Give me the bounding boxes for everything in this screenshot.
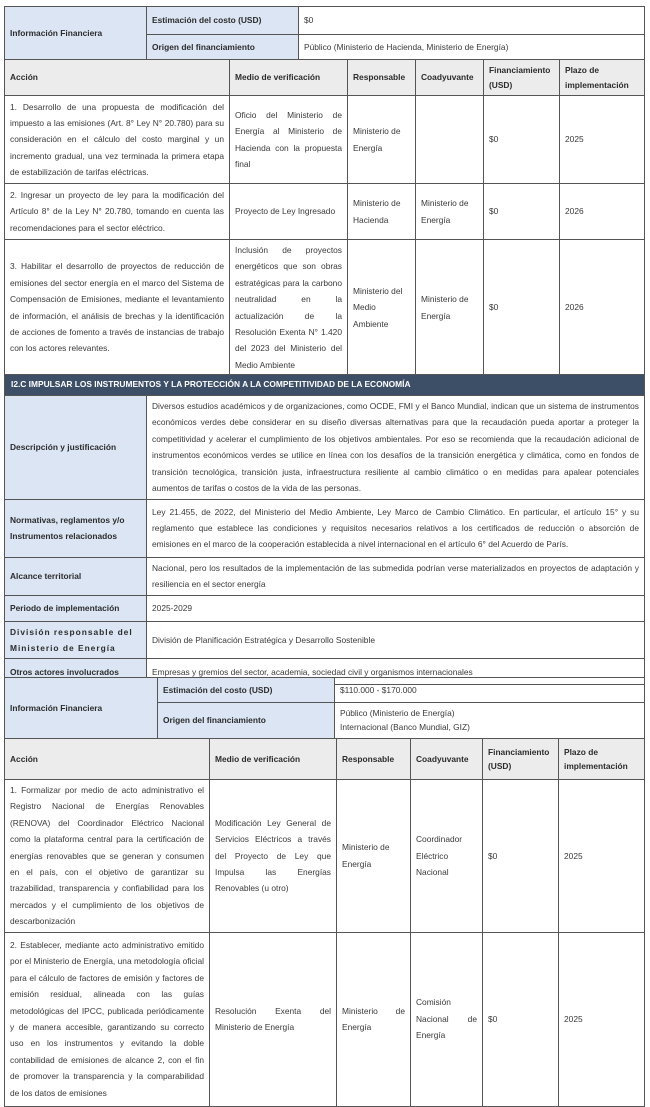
- col-financiamiento: Financiamiento (USD): [483, 739, 559, 780]
- header-row: [5, 739, 645, 780]
- col-responsable: Responsable: [348, 60, 416, 96]
- financiamiento-cell: $0: [484, 184, 560, 240]
- section-title: I2.C IMPULSAR LOS INSTRUMENTOS Y LA PROTECCIÓN A LA COMPETITIVIDAD DE LA ECONOMÍA: [5, 375, 645, 396]
- medio-cell: Inclusión de proyectos energéticos que son obras estratégicas para la carbono neutralidad en la actualización de la Resolución Exenta N° 1.420 del 2023 del Ministerio del Medio Ambiente: [230, 240, 348, 376]
- col-responsable: Responsable: [337, 739, 411, 780]
- plazo-cell: 2026: [560, 184, 645, 240]
- coadyuvante-cell: [416, 96, 484, 184]
- scope-value: Nacional, pero los resultados de la implementación de las submedida podrían verse materializados en proyectos de adaptación y resiliencia en el sector energía: [147, 557, 645, 595]
- origin-value: Público (Ministerio de Hacienda, Ministerio de Energía): [299, 35, 645, 60]
- accion-cell: 2. Ingresar un proyecto de ley para la modificación del Artículo 8° de la Ley N° 20.780, tomando en cuenta las recomendaciones para el sector eléctrico.: [5, 184, 230, 240]
- responsable-cell: Ministerio de Energía: [348, 96, 416, 184]
- coadyuvante-cell: Ministerio de Energía: [416, 184, 484, 240]
- cost-label: Estimación del costo (USD): [147, 7, 299, 35]
- scope-label: Alcance territorial: [5, 557, 147, 595]
- origin-value-public: Público (Ministerio de Energía): [340, 708, 455, 719]
- col-plazo: Plazo de implementación: [559, 739, 645, 780]
- actors-value: Empresas y gremios del sector, academia, sociedad civil y organismos internacionales: [147, 659, 645, 685]
- accion-cell: 1. Formalizar por medio de acto administrativo el Registro Nacional de Energías Renovables (RENOVA) del Coordinador Eléctrico Nacional como la plataforma central para la certificación de energías renovables que se generan y consumen en el país, con el objetivo de garantizar su trazabilidad, transparencia y confiabilidad para los mercados y el cumplimiento de los objetivos de descarbonización: [5, 780, 210, 933]
- plazo-cell: 2025: [560, 96, 645, 184]
- col-medio: Medio de verificación: [210, 739, 337, 780]
- accion-cell: 2. Establecer, mediante acto administrativo emitido por el Ministerio de Energía, una metodología oficial para el cálculo de factores de emisión y factores de emisión residual, alineada con las guías metodológicas del IPCC, publicada periódicamente y de manera accesible, garantizando su correcto uso en los instrumentos y evitando la doble contabilidad de emisiones de alcance 2, con el fin de promover la transparencia y la comparabilidad de los datos de emisiones: [5, 932, 210, 1106]
- info-row: [5, 621, 645, 659]
- header-row: [5, 60, 645, 96]
- cost-value: $110.000 - $170.000: [335, 678, 645, 703]
- info-row: [5, 499, 645, 557]
- origin-value-international: Internacional (Banco Mundial, GIZ): [340, 721, 470, 732]
- info-row: [5, 595, 645, 621]
- table-row: [5, 96, 645, 184]
- plazo-cell: 2025: [559, 780, 645, 933]
- responsable-cell: Ministerio de Hacienda: [348, 184, 416, 240]
- col-accion: Acción: [5, 60, 230, 96]
- table-row: [5, 184, 645, 240]
- responsable-cell: Ministerio del Medio Ambiente: [348, 240, 416, 376]
- top-finance-table: [4, 6, 645, 60]
- table-row: [5, 240, 645, 376]
- plazo-cell: 2026: [560, 240, 645, 376]
- financiamiento-cell: $0: [484, 240, 560, 376]
- actors-label: Otros actores involucrados: [5, 659, 147, 685]
- accion-cell: 3. Habilitar el desarrollo de proyectos de reducción de emisiones del sector energía en el marco del Sistema de Compensación de Emisiones, mediante el levantamiento de información, el análisis de brechas y la identificación de acciones de fomento a través de instancias de trabajo con los actores relevantes.: [5, 240, 230, 376]
- col-accion: Acción: [5, 739, 210, 780]
- section-table: [4, 374, 645, 685]
- description-value: Diversos estudios académicos y de organizaciones, como OCDE, FMI y el Banco Mundial, indican que un sistema de instrumentos económicos verdes debe considerar en su diseño diversas alternativas para que la recaudación pueda aportar a proteger la competitividad y acelerar el cumplimiento de los objetivos ambientales. Por eso se recomienda que la recaudación adicional de instrumentos económicos verdes se utilice en línea con los desafíos de la transición energética y climática, como en fondos de transición tecnológica, transición justa, infraestructura resiliente al cambio climático o en medidas para apalear potenciales aumentos de tarifas o costos de la vida de las personas.: [147, 395, 645, 499]
- period-value: 2025-2029: [147, 595, 645, 621]
- division-label: División responsable del Ministerio de Energía: [5, 621, 147, 659]
- medio-cell: Modificación Ley General de Servicios Eléctricos a través del Proyecto de Ley que Impulsa las Energías Renovables (u otro): [210, 780, 337, 933]
- division-value: División de Planificación Estratégica y Desarrollo Sostenible: [147, 621, 645, 659]
- top-actions-table: [4, 59, 645, 376]
- coadyuvante-cell: Coordinador Eléctrico Nacional: [411, 780, 483, 933]
- responsable-cell: Ministerio de Energía: [337, 780, 411, 933]
- finance-label: Información Financiera: [5, 7, 147, 60]
- col-financiamiento: Financiamiento (USD): [484, 60, 560, 96]
- regulations-label: Normativas, reglamentos y/o Instrumentos relacionados: [5, 499, 147, 557]
- financiamiento-cell: $0: [484, 96, 560, 184]
- medio-cell: Oficio del Ministerio de Energía al Ministerio de Hacienda con la propuesta final: [230, 96, 348, 184]
- medio-cell: Resolución Exenta del Ministerio de Energía: [210, 932, 337, 1106]
- financiamiento-cell: $0: [483, 932, 559, 1106]
- cost-value: $0: [299, 7, 645, 35]
- col-medio: Medio de verificación: [230, 60, 348, 96]
- plazo-cell: 2025: [559, 932, 645, 1106]
- regulations-value: Ley 21.455, de 2022, del Ministerio del Medio Ambiente, Ley Marco de Cambio Climático. En particular, el artículo 15° y su reglamento que establece las condiciones y requisitos necesarios relativos a los certificados de reducción o absorción de emisiones en el marco de la cooperación establecida a nivel internacional en el artículo 6° del Acuerdo de París.: [147, 499, 645, 557]
- table-row: [5, 932, 645, 1106]
- finance-label: Información Financiera: [5, 678, 158, 739]
- coadyuvante-cell: Comisión Nacional de Energía: [411, 932, 483, 1106]
- bottom-finance-table: [4, 677, 645, 739]
- financiamiento-cell: $0: [483, 780, 559, 933]
- accion-cell: 1. Desarrollo de una propuesta de modificación del impuesto a las emisiones (Art. 8° Ley N° 20.780) para su consideración en el cálculo del costo marginal y un incremento gradual, una vez terminada la primera etapa de estabilización de tarifas eléctricas.: [5, 96, 230, 184]
- medio-cell: Proyecto de Ley Ingresado: [230, 184, 348, 240]
- origin-label: Origen del financiamiento: [147, 35, 299, 60]
- cost-label: Estimación del costo (USD): [158, 678, 335, 703]
- coadyuvante-cell: Ministerio de Energía: [416, 240, 484, 376]
- col-coadyuvante: Coadyuvante: [416, 60, 484, 96]
- origin-label: Origen del financiamiento: [158, 703, 335, 739]
- table-row: [5, 780, 645, 933]
- period-label: Periodo de implementación: [5, 595, 147, 621]
- col-coadyuvante: Coadyuvante: [411, 739, 483, 780]
- col-plazo: Plazo de implementación: [560, 60, 645, 96]
- bottom-actions-table: [4, 738, 645, 1107]
- info-row: [5, 557, 645, 595]
- responsable-cell: Ministerio de Energía: [337, 932, 411, 1106]
- description-label: Descripción y justificación: [5, 395, 147, 499]
- info-row: [5, 395, 645, 499]
